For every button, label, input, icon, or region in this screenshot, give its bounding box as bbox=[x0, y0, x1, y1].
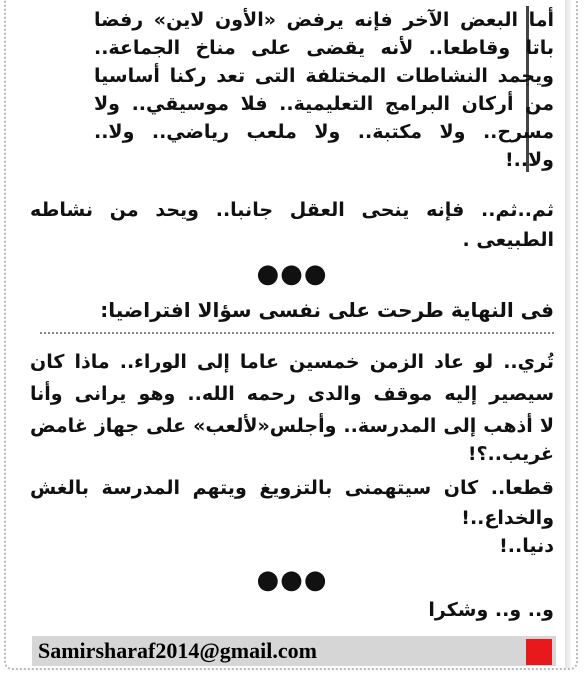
page-edge-shadow bbox=[565, 0, 571, 668]
red-square-marker bbox=[526, 639, 552, 665]
text-line: ثم..ثم.. فإنه ينحى العقل جانبا.. ويحد من نشاطه bbox=[30, 199, 554, 221]
separator-dots: ●●● bbox=[256, 259, 328, 289]
article-column bbox=[30, 0, 554, 660]
text-line: لا أذهب إلى المدرسة.. وأجلس«لألعب» على جهاز غامض bbox=[30, 415, 554, 437]
text-line: غريب..؟! bbox=[467, 443, 554, 465]
heading-divider bbox=[40, 332, 554, 334]
author-email[interactable]: Samirsharaf2014@gmail.com bbox=[38, 638, 317, 663]
text-line: باتا وقاطعا.. لأنه يقضى على مناخ الجماعة.. bbox=[94, 37, 554, 59]
text-line: من أركان البرامج التعليمية.. فلا موسيقي.. ولا bbox=[94, 93, 554, 115]
text-line: تُري.. لو عاد الزمن خمسين عاما إلى الوراء.. ماذا كان bbox=[30, 351, 554, 373]
text-line: أما البعض الآخر فإنه يرفض «الأون لاين» رفضا bbox=[94, 9, 554, 31]
text-line: مسرح.. ولا مكتبة.. ولا ملعب رياضي.. ولا.. bbox=[94, 121, 554, 143]
section-heading: فى النهاية طرحت على نفسى سؤالا افتراضيا: bbox=[100, 298, 554, 322]
text-line: ويجمد النشاطات المختلفة التى تعد ركنا أساسيا bbox=[94, 65, 554, 87]
text-line: والخداع..! bbox=[461, 507, 554, 529]
text-line: الطبيعى . bbox=[462, 229, 554, 251]
author-footer bbox=[32, 636, 556, 666]
text-line: قطعا.. كان سيتهمنى بالتزويغ ويتهم المدرسة بالغش bbox=[30, 477, 554, 499]
text-line: سيصير إليه موقف والدى رحمه الله.. وهو يرانى وأنا bbox=[30, 383, 554, 405]
paragraph-5: دنيا..! bbox=[499, 535, 554, 557]
separator-dots: ●●● bbox=[256, 565, 328, 595]
text-line: ولا..! bbox=[504, 149, 554, 171]
closing-line: و.. و.. وشكرا bbox=[428, 599, 554, 621]
